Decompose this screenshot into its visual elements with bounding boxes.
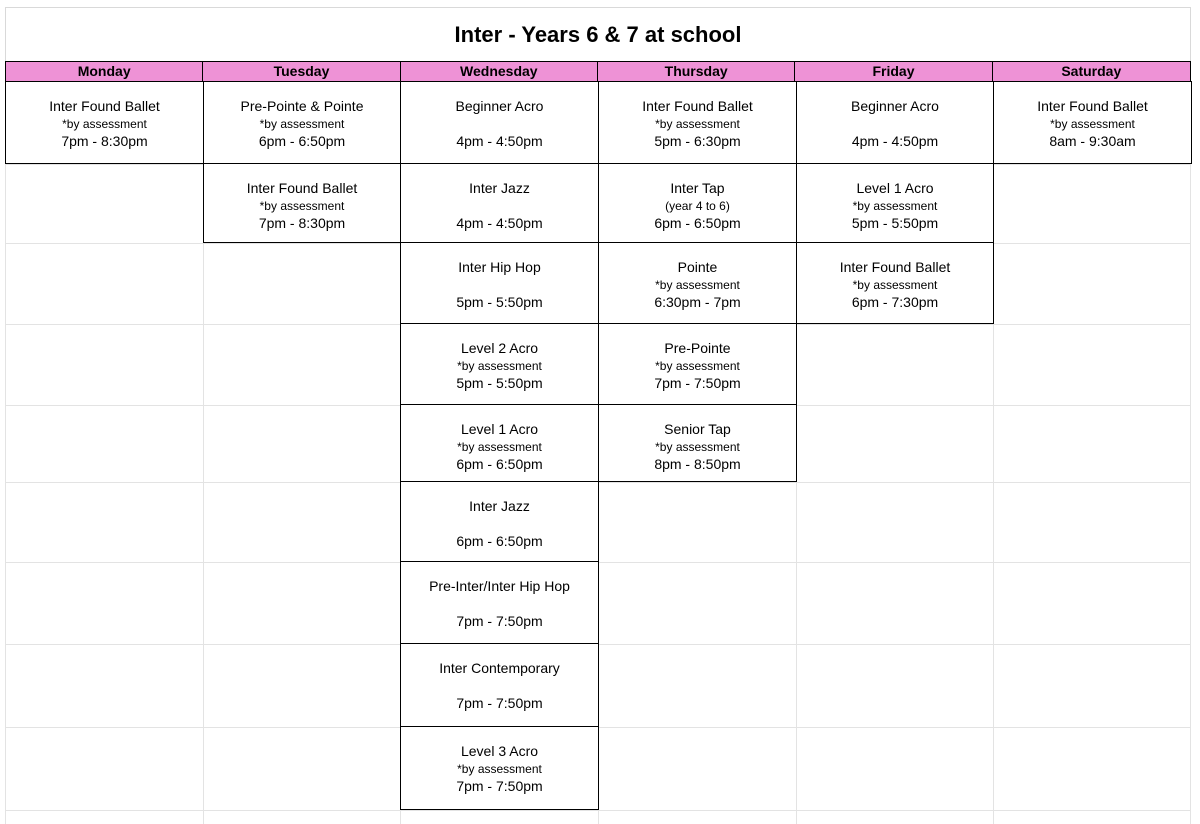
class-time: 6pm - 6:50pm bbox=[456, 533, 543, 549]
class-cell-saturday bbox=[993, 81, 1192, 164]
class-name: Pointe bbox=[677, 259, 718, 275]
class-note bbox=[401, 199, 598, 214]
class-note bbox=[401, 597, 598, 612]
class-note bbox=[401, 679, 598, 694]
class-cell-wednesday bbox=[400, 561, 599, 644]
class-time: 8pm - 8:50pm bbox=[654, 456, 741, 472]
class-cell-wednesday bbox=[400, 81, 599, 164]
class-cell-monday bbox=[5, 81, 204, 164]
class-note: *by assessment bbox=[457, 762, 542, 776]
class-time: 5pm - 5:50pm bbox=[456, 375, 543, 391]
class-cell-wednesday bbox=[400, 323, 599, 405]
class-time: 7pm - 7:50pm bbox=[456, 613, 543, 629]
class-time: 6pm - 6:50pm bbox=[654, 215, 741, 231]
class-cell-friday bbox=[796, 81, 994, 164]
class-name: Inter Found Ballet bbox=[1037, 98, 1148, 114]
class-name: Inter Contemporary bbox=[439, 660, 560, 676]
class-time: 4pm - 4:50pm bbox=[456, 133, 543, 149]
class-name: Level 1 Acro bbox=[856, 180, 934, 196]
class-note: *by assessment bbox=[259, 117, 345, 131]
class-note: *by assessment bbox=[852, 278, 938, 292]
class-cell-tuesday bbox=[203, 81, 401, 164]
class-cell-friday bbox=[796, 163, 994, 243]
class-time: 4pm - 4:50pm bbox=[851, 133, 939, 149]
class-name: Inter Hip Hop bbox=[458, 259, 541, 275]
class-time: 5pm - 6:30pm bbox=[654, 133, 741, 149]
class-note bbox=[401, 117, 598, 132]
title-row bbox=[5, 7, 1191, 61]
class-note: *by assessment bbox=[655, 440, 740, 454]
class-note: *by assessment bbox=[655, 359, 740, 373]
class-time: 7pm - 7:50pm bbox=[456, 695, 543, 711]
class-note bbox=[401, 278, 598, 293]
class-cell-wednesday bbox=[400, 404, 599, 482]
class-note: *by assessment bbox=[655, 117, 740, 131]
class-time: 7pm - 8:30pm bbox=[61, 133, 148, 149]
class-cell-wednesday bbox=[400, 643, 599, 727]
gridline bbox=[5, 810, 1191, 811]
class-cell-wednesday bbox=[400, 242, 599, 324]
class-note: *by assessment bbox=[1050, 117, 1135, 131]
class-name: Beginner Acro bbox=[455, 98, 544, 114]
day-header-friday: Friday bbox=[795, 62, 992, 81]
class-cell-friday bbox=[796, 242, 994, 324]
class-name: Level 2 Acro bbox=[460, 340, 539, 356]
class-note bbox=[401, 517, 598, 532]
class-name: Inter Found Ballet bbox=[246, 180, 358, 196]
class-cell-thursday bbox=[598, 323, 797, 405]
class-time: 7pm - 7:50pm bbox=[654, 375, 741, 391]
class-note: *by assessment bbox=[852, 199, 938, 213]
class-cell-tuesday bbox=[203, 163, 401, 243]
class-note: *by assessment bbox=[259, 199, 345, 213]
class-time: 7pm - 8:30pm bbox=[258, 215, 346, 231]
class-name: Pre-Pointe & Pointe bbox=[240, 98, 364, 114]
class-cell-wednesday bbox=[400, 481, 599, 562]
class-cell-thursday bbox=[598, 81, 797, 164]
page-title: Inter - Years 6 & 7 at school bbox=[454, 21, 742, 47]
day-header-row bbox=[5, 61, 1191, 82]
class-name: Inter Found Ballet bbox=[49, 98, 160, 114]
class-note: *by assessment bbox=[655, 278, 740, 292]
schedule-grid bbox=[5, 82, 1191, 824]
class-name: Pre-Pointe bbox=[664, 340, 731, 356]
class-time: 6:30pm - 7pm bbox=[654, 294, 741, 310]
day-header-saturday: Saturday bbox=[1061, 63, 1122, 79]
class-time: 7pm - 7:50pm bbox=[456, 778, 543, 794]
day-header-monday: Monday bbox=[6, 62, 203, 81]
class-note: *by assessment bbox=[62, 117, 147, 131]
class-time: 4pm - 4:50pm bbox=[456, 215, 543, 231]
day-header-thursday: Thursday bbox=[598, 62, 795, 81]
class-time: 8am - 9:30am bbox=[1049, 133, 1136, 149]
class-time: 5pm - 5:50pm bbox=[456, 294, 543, 310]
class-note bbox=[797, 117, 993, 132]
class-name: Pre-Inter/Inter Hip Hop bbox=[429, 578, 570, 594]
day-header-wednesday: Wednesday bbox=[401, 62, 598, 81]
class-name: Level 3 Acro bbox=[460, 743, 539, 759]
class-time: 6pm - 7:30pm bbox=[851, 294, 939, 310]
class-note: *by assessment bbox=[457, 359, 542, 373]
class-name: Inter Tap bbox=[670, 180, 725, 196]
class-name: Beginner Acro bbox=[851, 98, 939, 114]
class-time: 6pm - 6:50pm bbox=[258, 133, 346, 149]
class-name: Inter Found Ballet bbox=[642, 98, 753, 114]
gridline bbox=[1190, 82, 1191, 824]
class-cell-thursday bbox=[598, 242, 797, 324]
class-cell-thursday bbox=[598, 163, 797, 243]
class-time: 6pm - 6:50pm bbox=[456, 456, 543, 472]
class-time: 5pm - 5:50pm bbox=[851, 215, 939, 231]
class-name: Inter Found Ballet bbox=[839, 259, 951, 275]
class-name: Inter Jazz bbox=[469, 180, 530, 196]
class-cell-thursday bbox=[598, 404, 797, 482]
class-note: (year 4 to 6) bbox=[665, 199, 730, 213]
class-name: Senior Tap bbox=[664, 421, 731, 437]
day-header-tuesday: Tuesday bbox=[203, 62, 400, 81]
gridline bbox=[5, 82, 6, 824]
class-note: *by assessment bbox=[457, 440, 542, 454]
class-cell-wednesday bbox=[400, 726, 599, 810]
class-name: Inter Jazz bbox=[469, 498, 530, 514]
class-name: Level 1 Acro bbox=[460, 421, 539, 437]
class-cell-wednesday bbox=[400, 163, 599, 243]
